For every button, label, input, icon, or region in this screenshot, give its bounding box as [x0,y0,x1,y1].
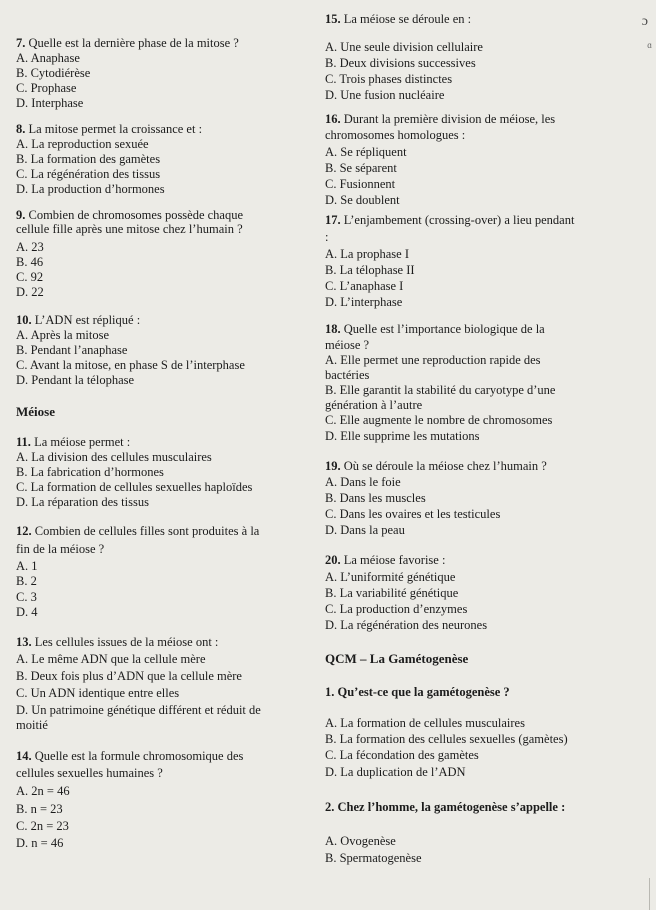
g1-option-a: A. La formation de cellules musculaires [325,716,525,730]
q14-option-a: A. 2n = 46 [16,784,70,798]
q9-option-b: B. 46 [16,255,44,269]
q7-option-b: B. Cytodiérèse [16,66,91,80]
question-17: 17. L’enjambement (crossing-over) a lieu pendant [325,213,575,227]
q15-option-a: A. Une seule division cellulaire [325,40,483,54]
q20-option-c: C. La production d’enzymes [325,602,468,616]
q16-option-c: C. Fusionnent [325,177,396,191]
q17-option-b: B. La télophase II [325,263,415,277]
q19-option-d: D. Dans la peau [325,523,405,537]
q14-option-d: D. n = 46 [16,836,64,850]
q13-option-b: B. Deux fois plus d’ADN que la cellule mère [16,669,242,683]
q10-option-a: A. Après la mitose [16,328,110,342]
q14-option-b: B. n = 23 [16,802,63,816]
q20-option-d: D. La régénération des neurones [325,618,488,632]
q12-option-c: C. 3 [16,590,37,604]
question-9-line2: cellule fille après une mitose chez l’humain ? [16,222,243,236]
q13-option-d-cont: moitié [16,718,48,732]
q20-option-b: B. La variabilité génétique [325,586,459,600]
q13-option-a: A. Le même ADN que la cellule mère [16,652,206,666]
q12-option-a: A. 1 [16,559,38,573]
g2-option-a: A. Ovogenèse [325,834,396,848]
question-20: 20. La méiose favorise : [325,553,446,567]
q18-option-a: A. Elle permet une reproduction rapide des [325,353,541,367]
q7-option-c: C. Prophase [16,81,77,95]
q10-option-d: D. Pendant la télophase [16,373,135,387]
q15-option-d: D. Une fusion nucléaire [325,88,445,102]
q16-option-b: B. Se séparent [325,161,397,175]
q18-option-a-cont: bactéries [325,368,370,382]
q17-option-c: C. L’anaphase I [325,279,404,293]
question-16-line2: chromosomes homologues : [325,128,466,142]
q20-option-a: A. L’uniformité génétique [325,570,456,584]
question-18: 18. Quelle est l’importance biologique de la [325,322,545,336]
section-title-meiose: Méiose [16,404,55,419]
q10-option-c: C. Avant la mitose, en phase S de l’interphase [16,358,245,372]
q12-option-b: B. 2 [16,574,37,588]
gametogenese-question-1: 1. Qu’est-ce que la gamétogenèse ? [325,685,510,699]
q9-option-c: C. 92 [16,270,44,284]
question-14-line2: cellules sexuelles humaines ? [16,766,163,780]
question-9: 9. Combien de chromosomes possède chaque [16,208,244,222]
q17-option-d: D. L’interphase [325,295,403,309]
corner-mark: ɔ [641,14,648,29]
question-18-line2: méiose ? [325,338,370,352]
g1-option-d: D. La duplication de l’ADN [325,765,466,779]
g2-option-b: B. Spermatogenèse [325,851,422,865]
q8-option-a: A. La reproduction sexuée [16,137,149,151]
q9-option-a: A. 23 [16,240,44,254]
q18-option-b-cont: génération à l’autre [325,398,423,412]
question-7: 7. Quelle est la dernière phase de la mitose ? [16,36,239,50]
q11-option-c: C. La formation de cellules sexuelles haploïdes [16,480,253,494]
section-title-gametogenese: QCM – La Gamétogenèse [325,651,469,666]
q13-option-c: C. Un ADN identique entre elles [16,686,180,700]
question-14: 14. Quelle est la formule chromosomique des [16,749,244,763]
question-8: 8. La mitose permet la croissance et : [16,122,203,136]
q15-option-c: C. Trois phases distinctes [325,72,453,86]
q11-option-d: D. La réparation des tissus [16,495,149,509]
q10-option-b: B. Pendant l’anaphase [16,343,128,357]
q13-option-d: D. Un patrimoine génétique différent et réduit de [16,703,261,717]
q19-option-b: B. Dans les muscles [325,491,426,505]
q14-option-c: C. 2n = 23 [16,819,69,833]
q19-option-a: A. Dans le foie [325,475,401,489]
question-11: 11. La méiose permet : [16,435,131,449]
question-15: 15. La méiose se déroule en : [325,12,472,26]
q8-option-c: C. La régénération des tissus [16,167,161,181]
q17-option-a: A. La prophase I [325,247,409,261]
question-12-line2: fin de la méiose ? [16,542,105,556]
q7-option-d: D. Interphase [16,96,84,110]
g1-option-c: C. La fécondation des gamètes [325,748,479,762]
question-16: 16. Durant la première division de méiose, les [325,112,556,126]
q19-option-c: C. Dans les ovaires et les testicules [325,507,501,521]
q11-option-a: A. La division des cellules musculaires [16,450,212,464]
q12-option-d: D. 4 [16,605,38,619]
q16-option-d: D. Se doublent [325,193,400,207]
gametogenese-question-2: 2. Chez l’homme, la gamétogenèse s’appelle : [325,800,566,814]
q7-option-a: A. Anaphase [16,51,80,65]
page-edge-line [649,878,650,910]
question-17-line2: : [325,230,329,244]
question-10: 10. L’ADN est répliqué : [16,313,141,327]
q15-option-b: B. Deux divisions successives [325,56,476,70]
question-12: 12. Combien de cellules filles sont produites à la [16,524,260,538]
g1-option-b: B. La formation des cellules sexuelles (gamètes) [325,732,568,746]
q16-option-a: A. Se répliquent [325,145,407,159]
corner-dot: ɑ [647,40,652,50]
q9-option-d: D. 22 [16,285,44,299]
q8-option-b: B. La formation des gamètes [16,152,161,166]
q18-option-b: B. Elle garantit la stabilité du caryotype d’une [325,383,556,397]
q18-option-d: D. Elle supprime les mutations [325,429,480,443]
q11-option-b: B. La fabrication d’hormones [16,465,164,479]
q8-option-d: D. La production d’hormones [16,182,165,196]
question-13: 13. Les cellules issues de la méiose ont : [16,635,219,649]
q18-option-c: C. Elle augmente le nombre de chromosomes [325,413,553,427]
question-19: 19. Où se déroule la méiose chez l’humain ? [325,459,547,473]
